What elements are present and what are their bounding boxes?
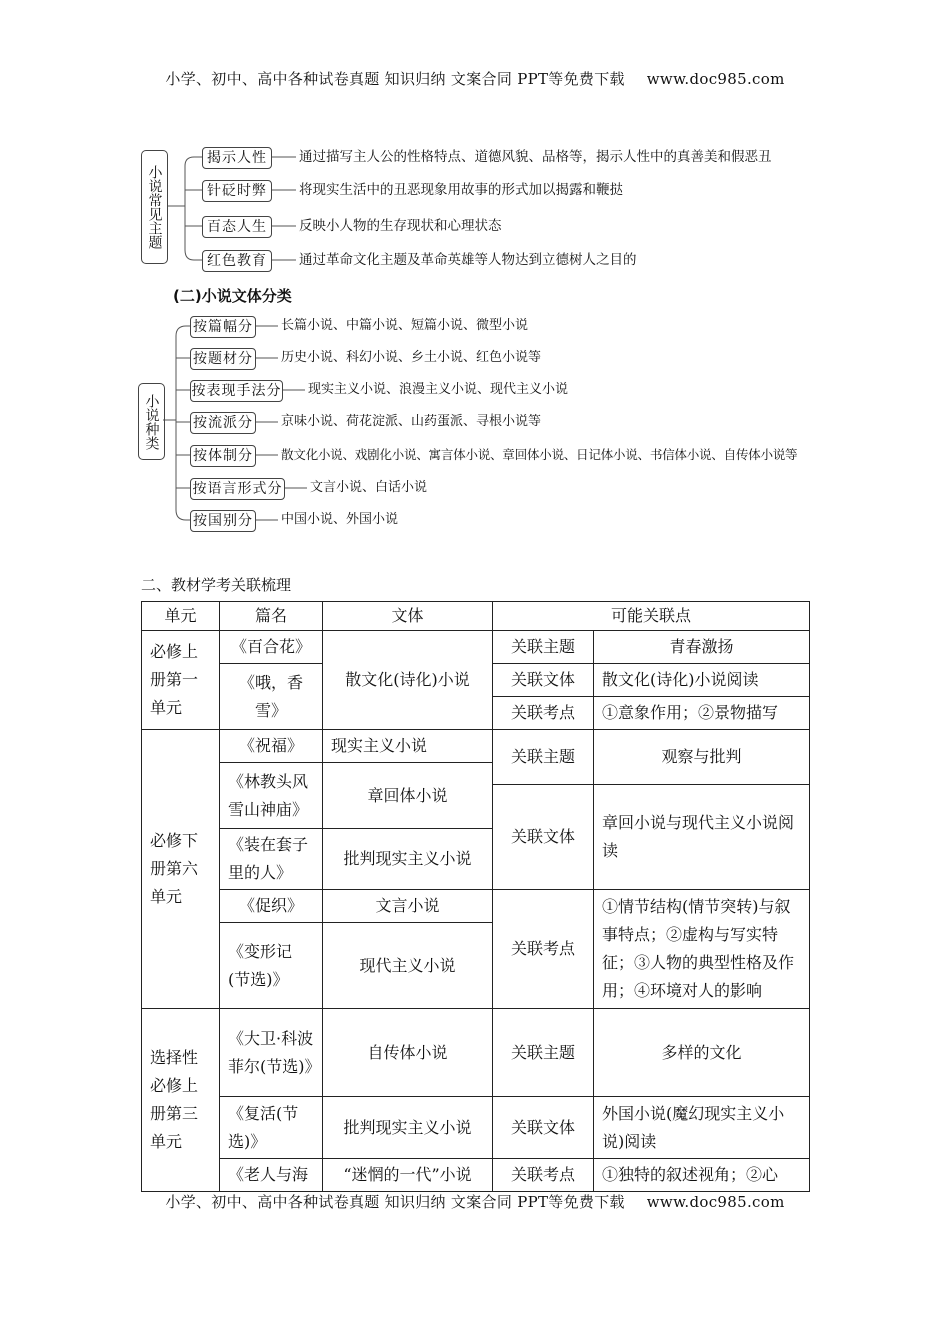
style-cell: 批判现实主义小说 xyxy=(323,829,493,890)
table-row xyxy=(142,730,810,763)
title-cell: 《大卫·科波菲尔(节选)》 xyxy=(220,1009,323,1097)
section-title-genres: (二)小说文体分类 xyxy=(173,287,292,305)
link-key-cell: 关联文体 xyxy=(493,1097,594,1159)
theme-desc-criticism: 将现实生活中的丑恶现象用故事的形式加以揭露和鞭挞 xyxy=(299,182,623,198)
table-row xyxy=(142,1159,810,1192)
style-cell: 现实主义小说 xyxy=(323,730,493,763)
link-value-cell: 章回小说与现代主义小说阅读 xyxy=(594,785,810,890)
style-cell: 章回体小说 xyxy=(323,763,493,829)
col-header-links: 可能关联点 xyxy=(493,602,810,631)
link-value-cell: 观察与批判 xyxy=(594,730,810,785)
theme-node-humanity: 揭示人性 xyxy=(202,147,272,169)
footer-url[interactable]: www.doc985.com xyxy=(646,1193,785,1211)
link-key-cell: 关联文体 xyxy=(493,664,594,697)
link-value-cell: 散文化(诗化)小说阅读 xyxy=(594,664,810,697)
theme-node-criticism: 针砭时弊 xyxy=(202,180,272,202)
link-value-cell: ①独特的叙述视角；②心 xyxy=(594,1159,810,1192)
type-desc-technique: 现实主义小说、浪漫主义小说、现代主义小说 xyxy=(308,382,569,397)
unit-cell: 必修上册第一单元 xyxy=(142,631,220,730)
type-node-language: 按语言形式分 xyxy=(190,478,285,500)
link-value-cell: 青春激扬 xyxy=(594,631,810,664)
link-key-cell: 关联主题 xyxy=(493,1009,594,1097)
title-cell: 《促织》 xyxy=(220,890,323,923)
theme-desc-red-education: 通过革命文化主题及革命英雄等人物达到立德树人之目的 xyxy=(299,252,637,268)
type-node-country: 按国别分 xyxy=(190,510,256,532)
link-key-cell: 关联主题 xyxy=(493,631,594,664)
types-root xyxy=(138,383,165,460)
table-row xyxy=(142,1097,810,1159)
title-cell: 《百合花》 xyxy=(220,631,323,664)
style-cell: 散文化(诗化)小说 xyxy=(323,631,493,730)
style-cell: “迷惘的一代”小说 xyxy=(323,1159,493,1192)
theme-node-red-education: 红色教育 xyxy=(202,250,272,272)
type-desc-country: 中国小说、外国小说 xyxy=(281,512,399,527)
link-value-cell: 外国小说(魔幻现实主义小说)阅读 xyxy=(594,1097,810,1159)
page-footer xyxy=(0,1191,950,1212)
theme-node-life: 百态人生 xyxy=(202,216,272,238)
type-node-technique: 按表现手法分 xyxy=(190,380,283,402)
type-node-school: 按流派分 xyxy=(190,412,256,434)
link-key-cell: 关联文体 xyxy=(493,785,594,890)
theme-desc-life: 反映小人物的生存现状和心理状态 xyxy=(299,218,502,234)
themes-root-label: 小说常见主题 xyxy=(146,165,163,249)
link-key-cell: 关联主题 xyxy=(493,730,594,785)
type-node-form: 按体制分 xyxy=(190,445,256,467)
table-row xyxy=(142,890,810,923)
textbook-table xyxy=(141,601,810,1192)
col-header-title: 篇名 xyxy=(220,602,323,631)
link-value-cell: ①意象作用；②景物描写 xyxy=(594,697,810,730)
style-cell: 文言小说 xyxy=(323,890,493,923)
title-cell: 《装在套子里的人》 xyxy=(220,829,323,890)
type-desc-form: 散文化小说、戏剧化小说、寓言体小说、章回体小说、日记体小说、书信体小说、自传体小说等 xyxy=(281,447,798,462)
unit-cell: 选择性必修上册第三单元 xyxy=(142,1009,220,1192)
type-desc-subject: 历史小说、科幻小说、乡土小说、红色小说等 xyxy=(281,350,542,365)
table-row xyxy=(142,631,810,664)
style-cell: 自传体小说 xyxy=(323,1009,493,1097)
title-cell: 《老人与海 xyxy=(220,1159,323,1192)
link-value-cell: 多样的文化 xyxy=(594,1009,810,1097)
link-key-cell: 关联考点 xyxy=(493,890,594,1009)
types-root-label: 小说种类 xyxy=(143,393,160,450)
style-cell: 批判现实主义小说 xyxy=(323,1097,493,1159)
link-value-cell: ①情节结构(情节突转)与叙事特点；②虚构与写实特征；③人物的典型性格及作用；④环境对人的影响 xyxy=(594,890,810,1009)
type-node-subject: 按题材分 xyxy=(190,348,256,370)
type-desc-school: 京味小说、荷花淀派、山药蛋派、寻根小说等 xyxy=(281,414,542,429)
theme-desc-humanity: 通过描写主人公的性格特点、道德风貌、品格等，揭示人性中的真善美和假恶丑 xyxy=(299,149,772,165)
mindmap-connectors xyxy=(0,0,950,600)
col-header-unit: 单元 xyxy=(142,602,220,631)
title-cell: 《祝福》 xyxy=(220,730,323,763)
footer-text: 小学、初中、高中各种试卷真题 知识归纳 文案合同 PPT等免费下载 xyxy=(165,1193,625,1211)
header-url[interactable]: www.doc985.com xyxy=(646,70,785,88)
type-desc-language: 文言小说、白话小说 xyxy=(310,480,428,495)
unit-cell: 必修下册第六单元 xyxy=(142,730,220,1009)
themes-root xyxy=(141,150,168,264)
type-desc-length: 长篇小说、中篇小说、短篇小说、微型小说 xyxy=(281,318,529,333)
table-row xyxy=(142,1009,810,1097)
type-node-length: 按篇幅分 xyxy=(190,316,256,338)
part-title: 二、教材学考关联梳理 xyxy=(141,576,292,594)
title-cell: 《复活(节选)》 xyxy=(220,1097,323,1159)
style-cell: 现代主义小说 xyxy=(323,923,493,1009)
link-key-cell: 关联考点 xyxy=(493,1159,594,1192)
title-cell: 《林教头风雪山神庙》 xyxy=(220,763,323,829)
link-key-cell: 关联考点 xyxy=(493,697,594,730)
table-header-row xyxy=(142,602,810,631)
col-header-style: 文体 xyxy=(323,602,493,631)
title-cell: 《变形记(节选)》 xyxy=(220,923,323,1009)
header-text: 小学、初中、高中各种试卷真题 知识归纳 文案合同 PPT等免费下载 xyxy=(165,70,625,88)
title-cell: 《哦，香雪》 xyxy=(220,664,323,730)
